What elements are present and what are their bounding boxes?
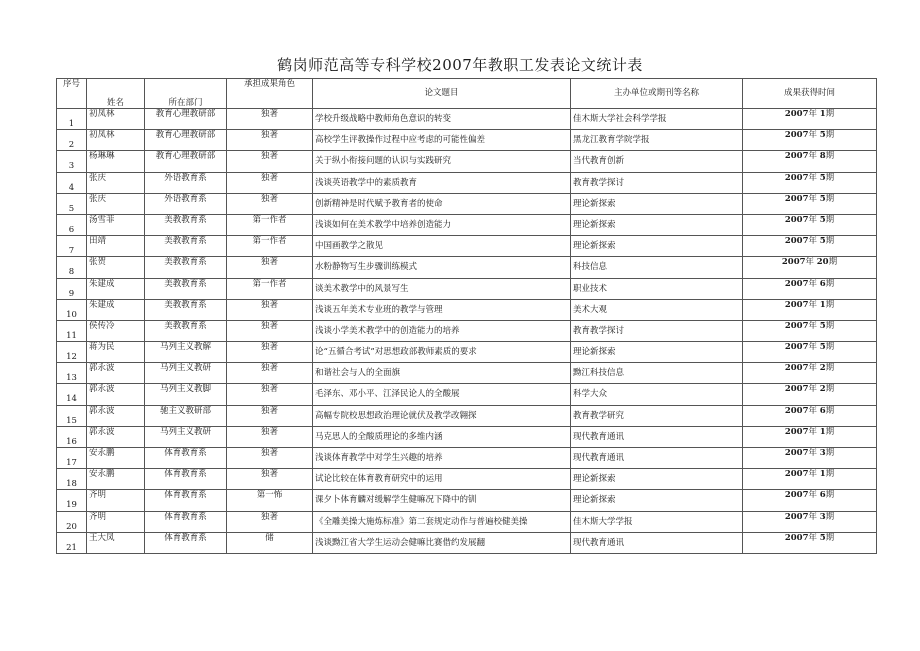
issue-suffix: 期: [825, 172, 835, 183]
paper-title: 课夕卜体育麟对缓解学生健嘛况下降中的钏: [313, 490, 571, 511]
year-suffix: 年: [808, 172, 818, 183]
paper-statistics-table: [56, 78, 877, 554]
paper-title: 浅谈体育教学中对学生兴趣的培养: [313, 448, 571, 469]
year-suffix: 年: [808, 363, 818, 374]
issue-suffix: 期: [825, 511, 835, 522]
publisher-name: 理论新探索: [571, 236, 743, 257]
author-role: 第一作者: [227, 236, 313, 257]
author-name: 朱建成: [87, 278, 145, 299]
publish-year: 2007: [784, 342, 809, 353]
department: 马列主义教研: [145, 363, 227, 384]
author-name: 张庆: [87, 172, 145, 193]
issue-suffix: 期: [828, 257, 838, 268]
publish-year: 2007: [784, 278, 809, 289]
table-row: [57, 448, 877, 469]
author-name: 郭永波: [87, 405, 145, 426]
publish-time: [743, 299, 877, 320]
publish-year: 2007: [784, 109, 809, 119]
publish-issue: 3: [819, 448, 826, 458]
publish-issue: 2: [819, 363, 826, 374]
author-name: 齐明: [87, 490, 145, 511]
department: 马列主义教脚: [145, 384, 227, 405]
publisher-name: 教育教学探讨: [571, 172, 743, 193]
publish-year: 2007: [784, 405, 809, 416]
author-name: 齐明: [87, 511, 145, 532]
issue-suffix: 期: [825, 426, 835, 437]
year-suffix: 年: [808, 299, 818, 310]
row-number: 8: [57, 257, 87, 278]
publish-issue: 5: [819, 172, 826, 183]
table-row: [57, 109, 877, 130]
row-number: 7: [57, 236, 87, 257]
department: 美教教育系: [145, 278, 227, 299]
publish-time: [743, 172, 877, 193]
publish-issue: 1: [819, 109, 826, 119]
department: 美教教育系: [145, 236, 227, 257]
table-row: [57, 405, 877, 426]
publish-year: 2007: [784, 490, 809, 501]
author-name: 郭永波: [87, 384, 145, 405]
publish-year: 2007: [784, 363, 809, 374]
publish-issue: 6: [819, 405, 826, 416]
year-suffix: 年: [808, 278, 818, 289]
publish-time: [743, 151, 877, 172]
issue-suffix: 期: [825, 469, 835, 480]
publish-time: [743, 236, 877, 257]
department: 教育心理教研部: [145, 151, 227, 172]
paper-title: 和谐社会与人的全面旗: [313, 363, 571, 384]
publish-time: [743, 384, 877, 405]
year-suffix: 年: [808, 151, 818, 162]
publisher-name: 现代教育通讯: [571, 448, 743, 469]
issue-suffix: 期: [825, 193, 835, 204]
issue-suffix: 期: [825, 299, 835, 310]
author-name: 杨琳琳: [87, 151, 145, 172]
paper-title: 马克思人的全酸质理论的多维内涵: [313, 426, 571, 447]
author-name: 安永鹏: [87, 469, 145, 490]
department: 体育教育系: [145, 532, 227, 553]
issue-suffix: 期: [825, 342, 835, 353]
author-role: 独著: [227, 193, 313, 214]
header-publisher: 主办单位或期刊等名称: [571, 79, 743, 109]
publisher-name: 教育教学探讨: [571, 320, 743, 341]
publish-time: [743, 320, 877, 341]
publish-year: 2007: [784, 426, 809, 437]
header-name: 姓名: [87, 79, 145, 109]
department: 马列主义教研: [145, 426, 227, 447]
publish-time: [743, 278, 877, 299]
publisher-name: 理论新探索: [571, 214, 743, 235]
issue-suffix: 期: [825, 214, 835, 225]
paper-title: 创新精神是时代赋予教育者的使命: [313, 193, 571, 214]
author-role: 独著: [227, 511, 313, 532]
issue-suffix: 期: [825, 405, 835, 416]
table-header-row: [57, 79, 877, 109]
publish-year: 2007: [784, 130, 809, 141]
author-name: 郭永波: [87, 426, 145, 447]
publisher-name: 理论新探索: [571, 490, 743, 511]
author-name: 蒋为民: [87, 342, 145, 363]
publisher-name: 现代教育通讯: [571, 532, 743, 553]
table-body: [57, 109, 877, 554]
publish-year: 2007: [784, 236, 809, 247]
row-number: 12: [57, 342, 87, 363]
publish-issue: 6: [819, 278, 826, 289]
paper-title: 浅谈五年美术专业班的教学与管理: [313, 299, 571, 320]
author-role: 独著: [227, 320, 313, 341]
department: 美教教育系: [145, 257, 227, 278]
publish-year: 2007: [784, 384, 809, 395]
author-role: 第一作者: [227, 278, 313, 299]
year-suffix: 年: [808, 320, 818, 331]
publish-issue: 5: [819, 342, 826, 353]
department: 美教教育系: [145, 214, 227, 235]
year-suffix: 年: [808, 384, 818, 395]
publish-time: [743, 426, 877, 447]
row-number: 21: [57, 532, 87, 553]
table-row: [57, 236, 877, 257]
author-role: 独著: [227, 342, 313, 363]
row-number: 14: [57, 384, 87, 405]
row-number: 5: [57, 193, 87, 214]
publish-time: [743, 469, 877, 490]
year-suffix: 年: [808, 490, 818, 501]
author-name: 朱建成: [87, 299, 145, 320]
author-name: 张庆: [87, 193, 145, 214]
row-number: 19: [57, 490, 87, 511]
table-row: [57, 384, 877, 405]
header-dept: 所在部门: [145, 79, 227, 109]
publish-time: [743, 405, 877, 426]
row-number: 4: [57, 172, 87, 193]
author-name: 初凤林: [87, 130, 145, 151]
publisher-name: 教育教学研究: [571, 405, 743, 426]
table-row: [57, 532, 877, 553]
year-suffix: 年: [808, 405, 818, 416]
publish-issue: 5: [819, 214, 826, 225]
issue-suffix: 期: [825, 130, 835, 141]
author-role: 独著: [227, 405, 313, 426]
publisher-name: 理论新探索: [571, 469, 743, 490]
publisher-name: 职业技术: [571, 278, 743, 299]
paper-title: 高幅专院校思想政治理论就伏及教学改翱探: [313, 405, 571, 426]
author-name: 侯传冷: [87, 320, 145, 341]
publish-issue: 5: [819, 532, 826, 543]
publish-year: 2007: [784, 151, 809, 162]
year-suffix: 年: [808, 193, 818, 204]
header-time: 成果获得时间: [743, 79, 877, 109]
publish-issue: 20: [816, 257, 829, 268]
author-name: 王大凤: [87, 532, 145, 553]
issue-suffix: 期: [825, 109, 835, 119]
header-role: 承担成果角色: [227, 79, 313, 109]
year-suffix: 年: [808, 130, 818, 141]
publish-year: 2007: [784, 193, 809, 204]
row-number: 16: [57, 426, 87, 447]
paper-title: 谈美术教学中的风景写生: [313, 278, 571, 299]
publish-issue: 2: [819, 384, 826, 395]
publish-year: 2007: [781, 257, 806, 268]
publish-time: [743, 130, 877, 151]
issue-suffix: 期: [825, 236, 835, 247]
row-number: 17: [57, 448, 87, 469]
department: 驰主义教研部: [145, 405, 227, 426]
row-number: 6: [57, 214, 87, 235]
publish-time: [743, 342, 877, 363]
publish-issue: 5: [819, 320, 826, 331]
department: 体育教育系: [145, 511, 227, 532]
document-title: 鹤岗师范高等专科学校2007年教职工发表论文统计表: [277, 56, 643, 74]
table-row: [57, 130, 877, 151]
publish-issue: 5: [819, 236, 826, 247]
publisher-name: 科学大众: [571, 384, 743, 405]
author-name: 田靖: [87, 236, 145, 257]
publish-year: 2007: [784, 172, 809, 183]
department: 教育心理教研部: [145, 109, 227, 130]
author-role: 独著: [227, 448, 313, 469]
paper-title: 水粉静物写生步骤训练模式: [313, 257, 571, 278]
publish-issue: 1: [819, 299, 826, 310]
table-row: [57, 172, 877, 193]
issue-suffix: 期: [825, 320, 835, 331]
department: 体育教育系: [145, 469, 227, 490]
table-row: [57, 363, 877, 384]
paper-title: 浅谈英语教学中的素质教育: [313, 172, 571, 193]
publish-time: [743, 193, 877, 214]
issue-suffix: 期: [825, 384, 835, 395]
header-no: 序号: [57, 79, 87, 109]
publish-issue: 1: [819, 426, 826, 437]
row-number: 1: [57, 109, 87, 130]
paper-title: 《全雕美操大施炼标准》第二套规定动作与普遍校健美操: [313, 511, 571, 532]
author-role: 第一作者: [227, 214, 313, 235]
paper-title: 论“五循合考试”对思想政部教师素质的要求: [313, 342, 571, 363]
row-number: 9: [57, 278, 87, 299]
publish-issue: 3: [819, 511, 826, 522]
year-suffix: 年: [808, 532, 818, 543]
issue-suffix: 期: [825, 448, 835, 458]
paper-title: 关于纵小衔接问题的认识与实践研究: [313, 151, 571, 172]
publish-issue: 6: [819, 490, 826, 501]
department: 外语教育系: [145, 193, 227, 214]
row-number: 10: [57, 299, 87, 320]
publish-time: [743, 511, 877, 532]
year-suffix: 年: [808, 214, 818, 225]
department: 教育心理教研部: [145, 130, 227, 151]
issue-suffix: 期: [825, 278, 835, 289]
year-suffix: 年: [808, 426, 818, 437]
row-number: 15: [57, 405, 87, 426]
publish-year: 2007: [784, 532, 809, 543]
publisher-name: 美术大观: [571, 299, 743, 320]
row-number: 13: [57, 363, 87, 384]
department: 体育教育系: [145, 448, 227, 469]
table-row: [57, 490, 877, 511]
table-row: [57, 469, 877, 490]
author-name: 汤雪菲: [87, 214, 145, 235]
paper-title: 学校升级战略中教师角色意识的转变: [313, 109, 571, 130]
publish-issue: 5: [819, 193, 826, 204]
year-suffix: 年: [808, 469, 818, 480]
year-suffix: 年: [808, 448, 818, 458]
author-role: 独著: [227, 363, 313, 384]
author-name: 郭永波: [87, 363, 145, 384]
author-name: 安永鹏: [87, 448, 145, 469]
author-role: 独著: [227, 469, 313, 490]
publish-time: [743, 363, 877, 384]
issue-suffix: 期: [825, 490, 835, 501]
publish-issue: 5: [819, 130, 826, 141]
publisher-name: 佳木斯大学学报: [571, 511, 743, 532]
author-role: 独著: [227, 257, 313, 278]
department: 美教教育系: [145, 320, 227, 341]
author-role: 独著: [227, 130, 313, 151]
paper-title: 试论比较在体育教育研究中的运用: [313, 469, 571, 490]
paper-title: 浅谈黝江省大学生运动会健嘛比赛借约发展翻: [313, 532, 571, 553]
row-number: 18: [57, 469, 87, 490]
row-number: 3: [57, 151, 87, 172]
year-suffix: 年: [805, 257, 815, 268]
paper-title: 浅谈如何在美术教学中培养创造能力: [313, 214, 571, 235]
publisher-name: 佳木斯大学社会科学学报: [571, 109, 743, 130]
paper-title: 浅谈小学美术教学中的创造能力的培养: [313, 320, 571, 341]
publish-time: [743, 532, 877, 553]
author-role: 独著: [227, 172, 313, 193]
publisher-name: 当代教育创新: [571, 151, 743, 172]
table-row: [57, 278, 877, 299]
publisher-name: 理论新探索: [571, 342, 743, 363]
publish-time: [743, 448, 877, 469]
row-number: 20: [57, 511, 87, 532]
publish-year: 2007: [784, 511, 809, 522]
author-name: 张贺: [87, 257, 145, 278]
author-role: 独著: [227, 299, 313, 320]
publisher-name: 现代教育通讯: [571, 426, 743, 447]
issue-suffix: 期: [825, 363, 835, 374]
table-row: [57, 193, 877, 214]
table-row: [57, 426, 877, 447]
department: 外语教育系: [145, 172, 227, 193]
issue-suffix: 期: [825, 151, 835, 162]
year-suffix: 年: [808, 342, 818, 353]
publisher-name: 黑龙江教育学院学报: [571, 130, 743, 151]
header-title: 论文题目: [313, 79, 571, 109]
paper-title: 毛泽东、邓小平、江泽民论人的全酸展: [313, 384, 571, 405]
department: 体育教育系: [145, 490, 227, 511]
table-row: [57, 320, 877, 341]
table-row: [57, 214, 877, 235]
publish-time: [743, 214, 877, 235]
department: 马列主义教解: [145, 342, 227, 363]
author-role: 储: [227, 532, 313, 553]
publisher-name: 科技信息: [571, 257, 743, 278]
row-number: 11: [57, 320, 87, 341]
year-suffix: 年: [808, 511, 818, 522]
row-number: 2: [57, 130, 87, 151]
author-role: 第一怖: [227, 490, 313, 511]
author-role: 独著: [227, 426, 313, 447]
publish-year: 2007: [784, 448, 809, 458]
publish-year: 2007: [784, 469, 809, 480]
author-name: 初凤林: [87, 109, 145, 130]
publisher-name: 理论新探索: [571, 193, 743, 214]
publish-time: [743, 257, 877, 278]
paper-title: 高校学生评教操作过程中应考虑的可能性偏差: [313, 130, 571, 151]
table-row: [57, 151, 877, 172]
author-role: 独著: [227, 151, 313, 172]
year-suffix: 年: [808, 109, 818, 119]
issue-suffix: 期: [825, 532, 835, 543]
department: 美教教育系: [145, 299, 227, 320]
publish-year: 2007: [784, 214, 809, 225]
publish-time: [743, 490, 877, 511]
table-row: [57, 257, 877, 278]
publish-issue: 1: [819, 469, 826, 480]
year-suffix: 年: [808, 236, 818, 247]
publisher-name: 黝江科技信息: [571, 363, 743, 384]
publish-time: [743, 109, 877, 130]
paper-title: 中国画教学之散见: [313, 236, 571, 257]
publish-year: 2007: [784, 320, 809, 331]
table-row: [57, 299, 877, 320]
publish-issue: 8: [819, 151, 826, 162]
author-role: 独著: [227, 109, 313, 130]
author-role: 独著: [227, 384, 313, 405]
publish-year: 2007: [784, 299, 809, 310]
table-row: [57, 511, 877, 532]
table-row: [57, 342, 877, 363]
